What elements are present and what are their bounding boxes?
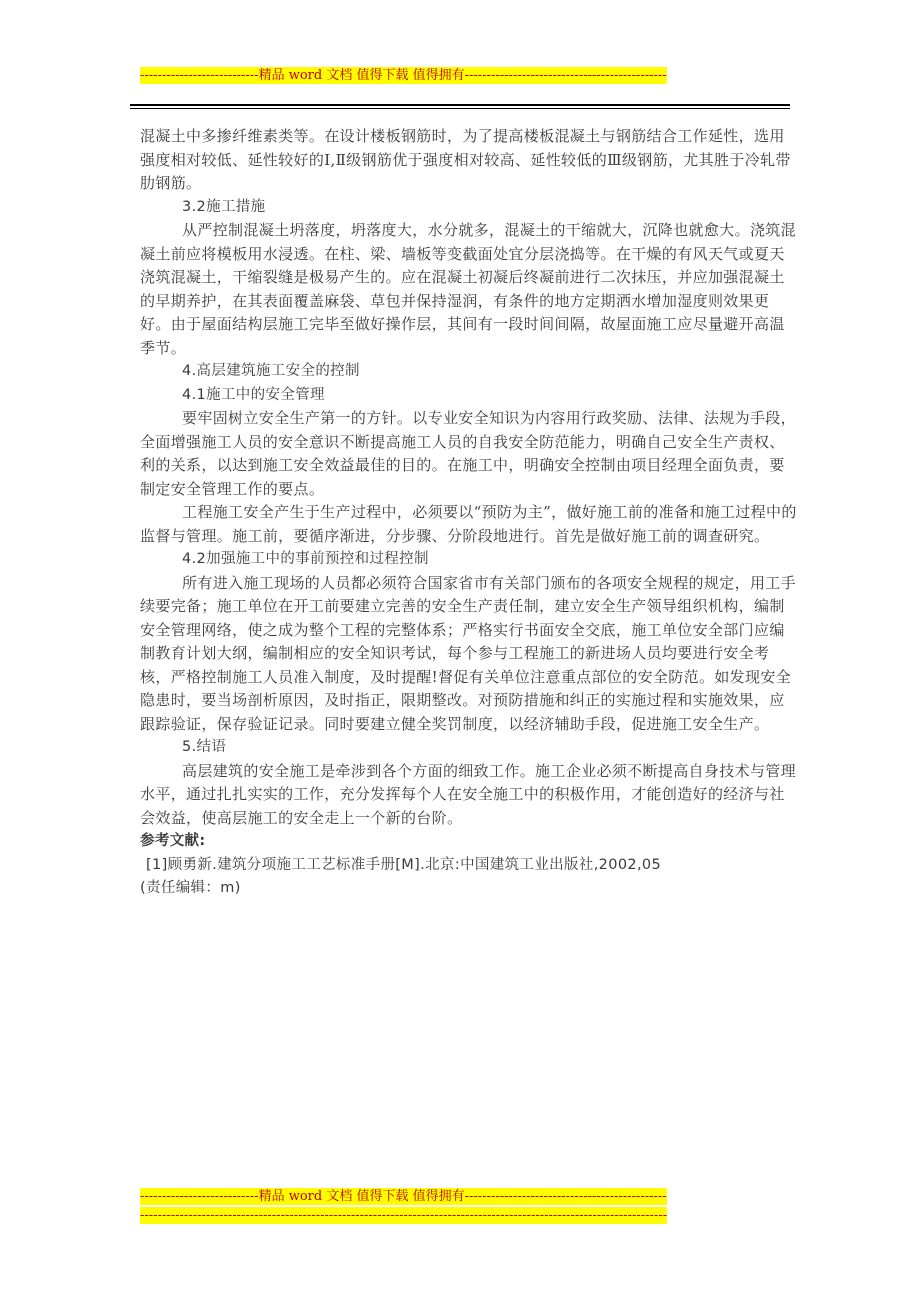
footer-banner: ---------------------------精品 word 文档 值得下载 值得拥有---------------------------------------------- xyxy=(140,1189,667,1204)
section-heading-5: 5.结语 xyxy=(182,739,227,755)
section-heading-4: 4.高层建筑施工安全的控制 xyxy=(182,363,360,379)
references-heading: 参考文献: xyxy=(140,833,206,849)
body-paragraph: 工程施工安全产生于生产过程中，必须要以“预防为主”，做好施工前的准备和施工过程中的监督与管理。施工前，要循序渐进，分步骤、分阶段地进行。首先是做好施工前的调查研究。 xyxy=(140,503,797,545)
reference-item: [1]顾勇新.建筑分项施工工艺标准手册[M].北京:中国建筑工业出版社,2002,05 xyxy=(146,856,662,873)
section-heading-4-2: 4.2加强施工中的事前预控和过程控制 xyxy=(182,551,429,567)
section-heading-3-2: 3.2施工措施 xyxy=(182,198,266,215)
section-heading-4-1: 4.1施工中的安全管理 xyxy=(182,386,325,403)
body-paragraph: 混凝土中多掺纤维素类等。在设计楼板钢筋时，为了提高楼板混凝土与钢筋结合工作延性，选用强度相对较低、延性较好的Ⅰ,Ⅱ级钢筋优于强度相对较高、延性较低的Ⅲ级钢筋，尤其胜于冷轧带肋钢筋。 xyxy=(140,127,791,192)
document-body xyxy=(140,125,797,901)
body-paragraph: 高层建筑的安全施工是牵涉到各个方面的细致工作。施工企业必须不断提高自身技术与管理水平，通过扎扎实实的工作，充分发挥每个人在安全施工中的积极作用，才能创造好的经济与社会效益，使高层施工的安全走上一个新的台阶。 xyxy=(140,761,797,827)
header-rule-thin xyxy=(130,108,790,109)
body-paragraph: 从严控制混凝土坍落度，坍落度大，水分就多，混凝土的干缩就大，沉降也就愈大。浇筑混凝土前应将模板用水浸透。在柱、梁、墙板等变截面处宜分层浇捣等。在干燥的有风天气或夏天浇筑混凝土，干缩裂缝是极易产生的。应在混凝土初凝后终凝前进行二次抹压，并应加强混凝土的早期养护，在其表面覆盖麻袋、草包并保持湿润，有条件的地方定期洒水增加湿度则效果更好。由于屋面结构层施工完毕至做好操作层，其间有一段时间间隔，故屋面施工应尽量避开高温季节。 xyxy=(140,221,797,357)
footer-dashes: ------------------------------------------------------------------------------------------------------------------------ xyxy=(140,1208,668,1223)
body-paragraph: 要牢固树立安全生产第一的方针。以专业安全知识为内容用行政奖励、法律、法规为手段，全面增强施工人员的安全意识不断提高施工人员的自我安全防范能力，明确自己安全生产责权、利的关系，以达到施工安全效益最佳的目的。在施工中，明确安全控制由项目经理全面负责，要制定安全管理工作的要点。 xyxy=(140,409,797,498)
header-banner: ---------------------------精品 word 文档 值得下载 值得拥有---------------------------------------------- xyxy=(140,68,667,83)
header-rule-thick xyxy=(130,104,790,106)
editor-note: (责任编辑：m) xyxy=(140,880,241,896)
body-paragraph: 所有进入施工现场的人员都必须符合国家省市有关部门颁布的各项安全规程的规定，用工手续要完备；施工单位在开工前要建立完善的安全生产责任制，建立安全生产领导组织机构，编制安全管理网络，使之成为整个工程的完整体系；严格实行书面安全交底，施工单位安全部门应编制教育计划大纲，编制相应的安全知识考试，每个参与工程施工的新进场人员均要进行安全考核，严格控制施工人员准入制度，及时提醒!督促有关单位注意重点部位的安全防范。如发现安全隐患时，要当场剖析原因，及时指正，限期整改。对预防措施和纠正的实施过程和实施效果，应跟踪验证，保存验证记录。同时要建立健全奖罚制度，以经济辅助手段，促进施工安全生产。 xyxy=(140,573,797,733)
